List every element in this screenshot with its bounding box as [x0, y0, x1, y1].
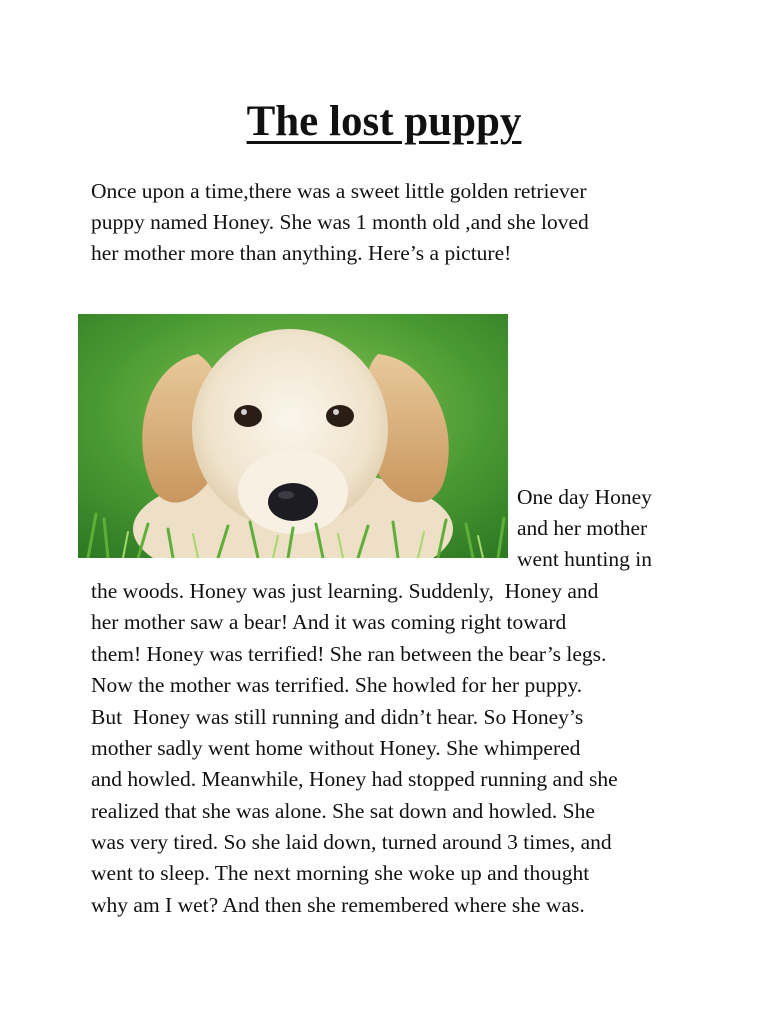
body-line: and howled. Meanwhile, Honey had stopped running and she — [91, 767, 618, 791]
document-title: The lost puppy — [246, 98, 522, 145]
side-line: went hunting in — [517, 547, 652, 571]
body-line: the woods. Honey was just learning. Suddenly, Honey and — [91, 579, 599, 603]
body-line: went to sleep. The next morning she woke up and thought — [91, 861, 590, 885]
puppy-photo — [78, 314, 508, 558]
puppy-photo-icon — [78, 314, 508, 558]
body-line: her mother saw a bear! And it was coming right toward — [91, 610, 567, 634]
side-line: One day Honey — [517, 485, 652, 509]
body-line: realized that she was alone. She sat down and howled. She — [91, 799, 595, 823]
body-line: was very tired. So she laid down, turned around 3 times, and — [91, 830, 612, 854]
side-line: and her mother — [517, 516, 648, 540]
body-line: But Honey was still running and didn’t hear. So Honey’s — [91, 705, 584, 729]
intro-line: Once upon a time,there was a sweet little golden retriever — [91, 179, 587, 203]
body-line: Now the mother was terrified. She howled for her puppy. — [91, 673, 583, 697]
intro-line: puppy named Honey. She was 1 month old ,and she loved — [91, 210, 589, 234]
body-line: mother sadly went home without Honey. She whimpered — [91, 736, 581, 760]
intro-line: her mother more than anything. Here’s a picture! — [91, 241, 512, 265]
body-line: them! Honey was terrified! She ran between the bear’s legs. — [91, 642, 607, 666]
body-line: why am I wet? And then she remembered where she was. — [91, 893, 585, 917]
